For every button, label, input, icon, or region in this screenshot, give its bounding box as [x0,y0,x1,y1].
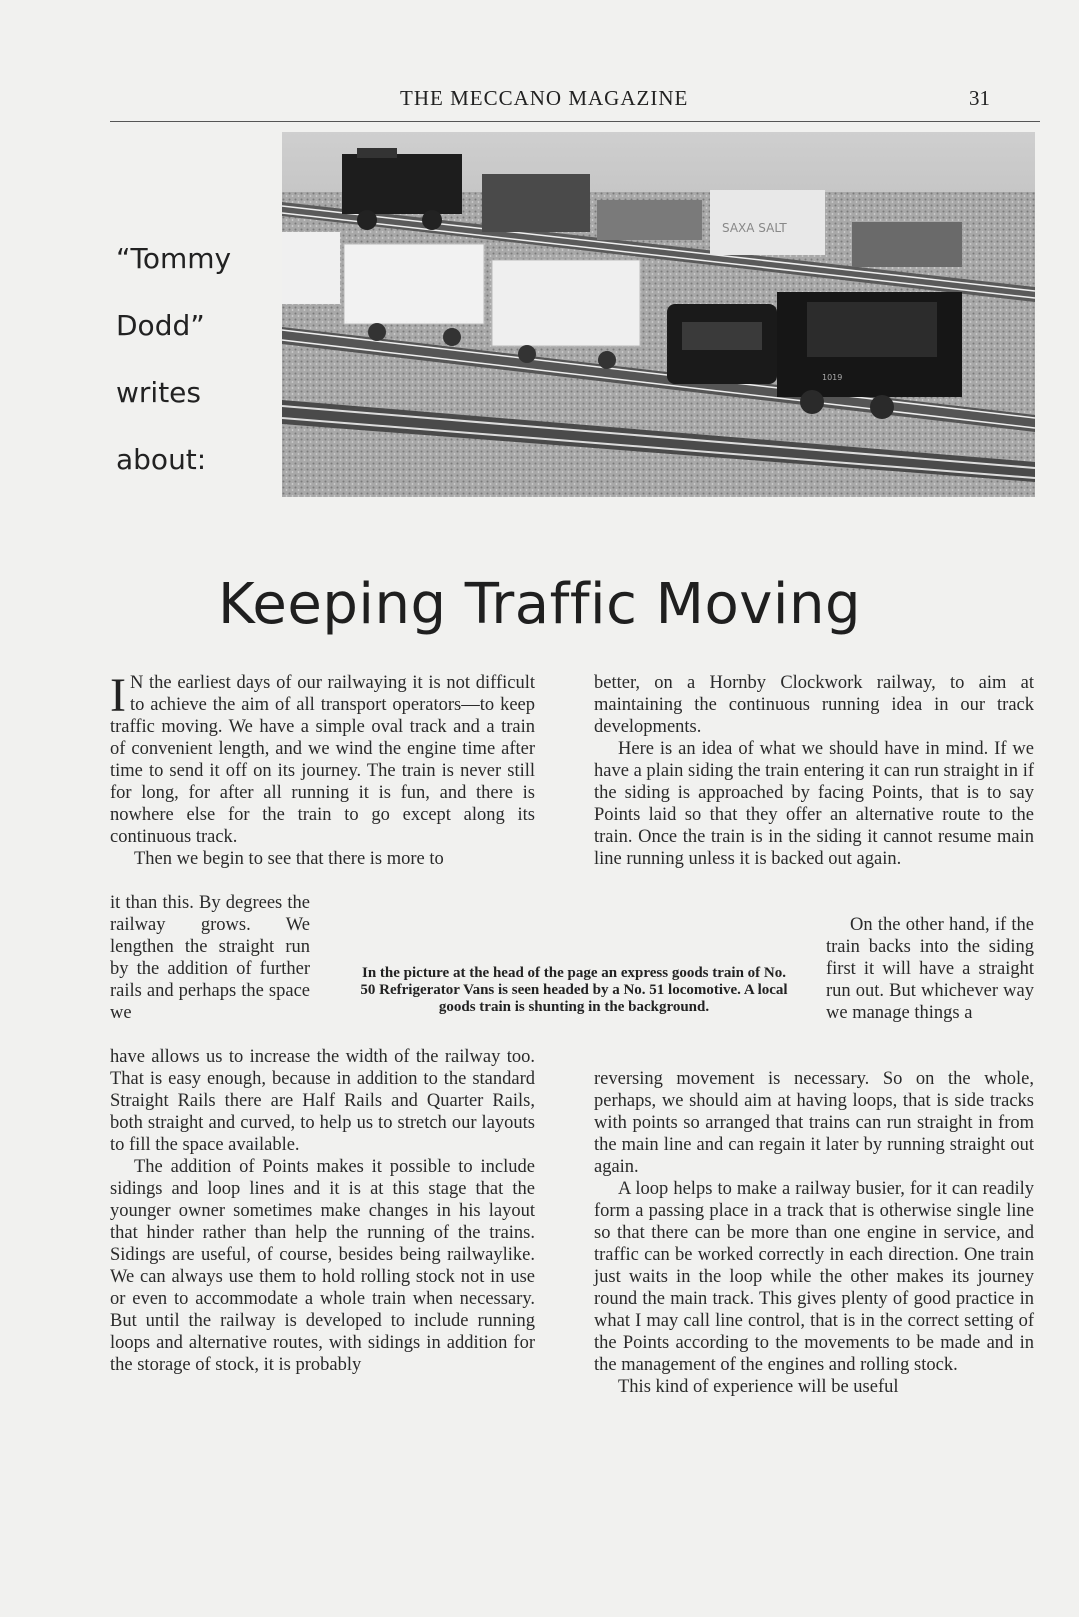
byline-line: writes [116,376,201,409]
paragraph-text: N the earliest days of our railwaying it is not difficult to achieve the aim of all transport operators—to keep traffic moving. We have a simple oval track and a train of convenient length, and we wind the engine time after time to send it off on its journey. The train is never still for long, for after all running it is fun, and there is nowhere else for the train to go except along its continuous track. [110,673,535,847]
drop-cap: I [110,669,126,722]
paragraph: A loop helps to make a railway busier, for it can readily form a passing place in a track that is otherwise single line so that there can be more than one engine in service, and traffic can be worked correctly in each direction. One train just waits in the loop while the other makes its journey round the main track. This gives plenty of good practice in what I may call line control, that is in the correct setting of the Points according to the movements to be made and in the management of the engines and rolling stock. [594,1179,1034,1375]
byline-line: “Tommy [116,242,232,275]
byline-line: about: [116,443,207,476]
open-wagon-2 [852,222,962,267]
salt-van-label: SAXA SALT [722,221,787,235]
goods-wagon [482,174,590,232]
refrigerator-van [282,232,340,304]
refrigerator-van [492,260,640,346]
paragraph: Here is an idea of what we should have in mind. If we have a plain siding the train entering it can run straight in if the siding is approached by facing Points, that is to say Points laid so that they offer an alternative route to the train. Once the train is in the siding it cannot resume main line running unless it is backed out again. [594,739,1034,869]
article-title: Keeping Traffic Moving [218,572,861,637]
page-number: 31 [969,86,990,110]
paragraph [110,669,535,848]
column-2-narrow [826,914,1034,1024]
column-1-top [110,669,535,870]
paragraph: reversing movement is necessary. So on the whole, perhaps, we should aim at having loops, that is side tracks with points so arranged that trains can run straight in from the main line and can regain it later by running straight out again. [594,1069,1034,1177]
running-header [110,86,1040,116]
paragraph: This kind of experience will be useful [618,1377,899,1397]
paragraph: Then we begin to see that there is more to [134,849,444,869]
paragraph: The addition of Points makes it possible to include sidings and loop lines and it is at this stage that the younger owner sometimes make changes in his layout that hinder rather than help the running of the trains. Sidings are useful, of course, besides being railwaylike. We can always use them to hold rolling stock not in use or even to accommodate a whole train when necessary. But until the railway is developed to include running loops and alternative routes, with sidings in addition for the storage of stock, it is probably [110,1157,535,1375]
byline-line: Dodd” [116,309,205,342]
column-2-bottom [594,1068,1034,1398]
refrigerator-van [344,244,484,324]
paragraph: better, on a Hornby Clockwork railway, to aim at maintaining the continuous running idea in our track developments. [594,673,1034,737]
magazine-name: THE MECCANO MAGAZINE [400,86,689,110]
train-photograph [282,132,1035,497]
paragraph: On the other hand, if the train backs into the siding first it will have a straight run out. But whichever way we manage things a [826,915,1034,1023]
photo-caption: In the picture at the head of the page an express goods train of No. 50 Refrigerator Vans is seen headed by a No. 51 locomotive. A local goods train is shunting in the background. [360,965,788,1015]
loco-number: 1019 [822,373,843,382]
column-1-narrow [110,892,310,1024]
header-rule [110,121,1040,122]
byline [116,225,276,493]
column-2-top [594,672,1034,870]
column-1-bottom [110,1046,535,1376]
open-wagon [597,200,702,240]
paragraph: it than this. By degrees the railway grows. We lengthen the straight run by the addition of further rails and perhaps the space we [110,893,310,1023]
paragraph: have allows us to increase the width of the railway too. That is easy enough, because in addition to the standard Straight Rails there are Half Rails and Quarter Rails, both straight and curved, to help us to stretch our layouts to fill the space available. [110,1047,535,1155]
